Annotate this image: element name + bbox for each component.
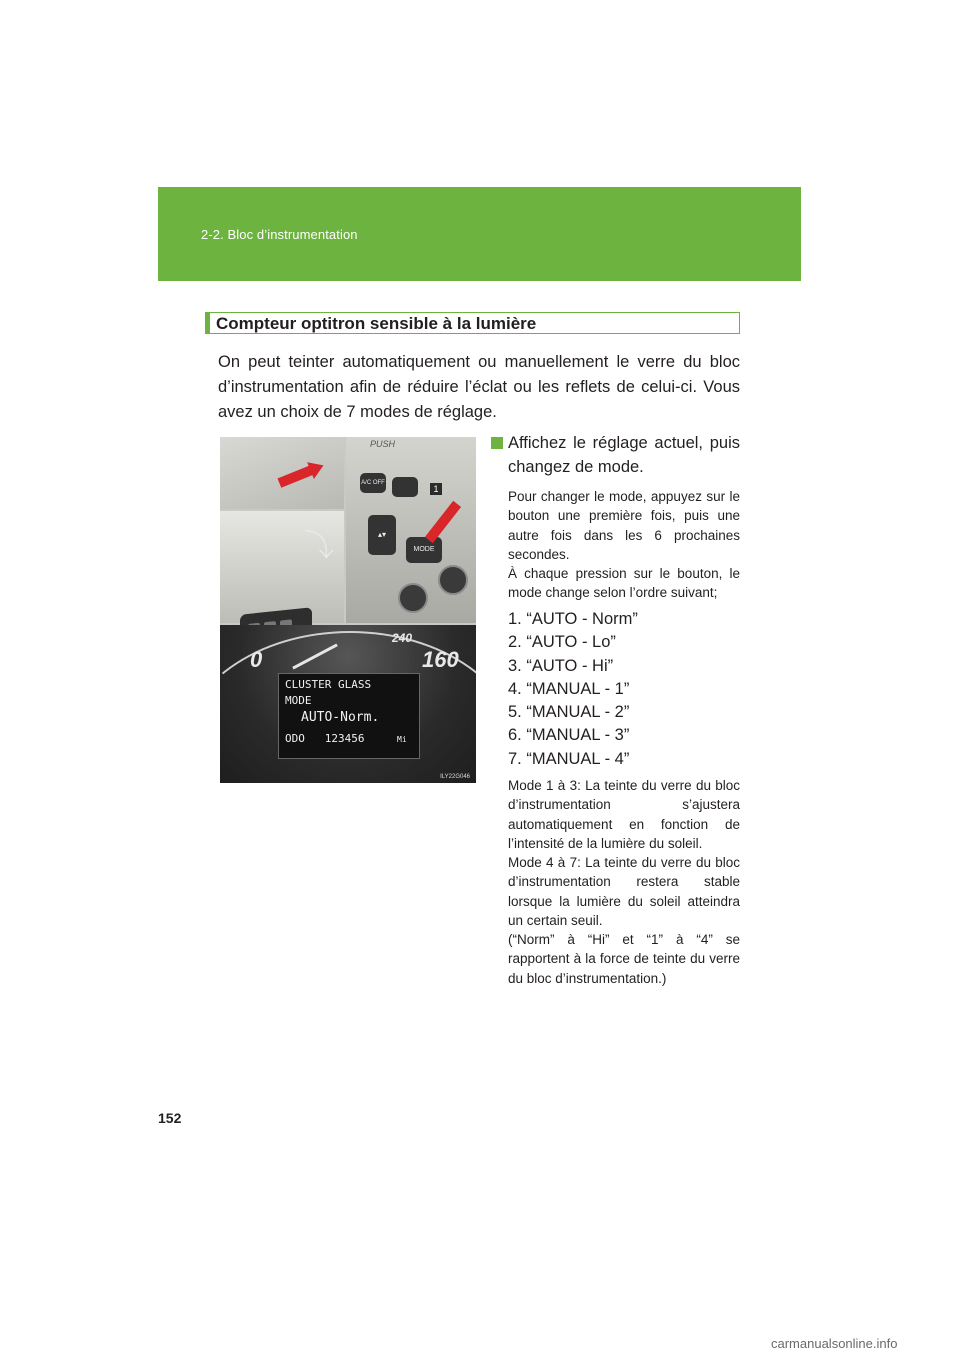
- page-number: 152: [158, 1110, 182, 1126]
- step-note-3: Mode 1 à 3: La teinte du verre du bloc d’instrumentation s’ajustera automatiquement en fonction de l’intensité de la lumière du soleil.: [508, 778, 740, 851]
- mode-list-item: 6. “MANUAL - 3”: [508, 726, 630, 745]
- reset-button-illustration: [438, 565, 468, 595]
- lcd-display: [278, 673, 420, 759]
- panel-control-unit: [220, 511, 344, 623]
- lcd-line-1: CLUSTER GLASS: [285, 678, 372, 691]
- panel-switch-location: [220, 437, 344, 509]
- section-title-accent: [205, 312, 210, 334]
- curved-arrow-icon: ⤵: [304, 529, 334, 564]
- step-note-4: Mode 4 à 7: La teinte du verre du bloc d’instrumentation restera stable lorsque la lumière du soleil atteindra un certain seuil.: [508, 855, 740, 928]
- intro-paragraph: On peut teinter automatiquement ou manuellement le verre du bloc d’instrumentation afin de réduire l’éclat ou les reflets de celui-ci. Vous avez un choix de 7 modes de réglage.: [218, 353, 740, 421]
- red-arrow-icon: [425, 501, 461, 543]
- max-button-illustration: [392, 477, 418, 497]
- header-bar: [158, 187, 801, 281]
- figure-code: ILY22G046: [440, 774, 470, 780]
- instrument-figure: [220, 437, 476, 783]
- mode-list-item: 3. “AUTO - Hi”: [508, 656, 614, 675]
- temp-button-illustration: ▴▾: [368, 515, 396, 555]
- panel-mode-button: [346, 437, 476, 623]
- lcd-line-4: ODO 123456: [285, 732, 365, 745]
- mode-list-item: 7. “MANUAL - 4”: [508, 749, 630, 768]
- step-note-1: Pour changer le mode, appuyez sur le bouton une première fois, puis une autre fois dans les 6 prochaines secondes.: [508, 489, 740, 562]
- step-note-5: (“Norm” à “Hi” et “1” à “4” se rapportent à la force de teinte du verre du bloc d’instrumentation.): [508, 932, 740, 986]
- gauge-label-160: 160: [422, 647, 459, 672]
- gauge-label-240: 240: [392, 631, 413, 645]
- callout-badge: 1: [430, 483, 442, 495]
- lcd-line-2: MODE: [285, 694, 312, 707]
- mode-list-item: 5. “MANUAL - 2”: [508, 703, 630, 722]
- section-breadcrumb: 2-2. Bloc d’instrumentation: [201, 227, 358, 242]
- step-note-2: À chaque pression sur le bouton, le mode change selon l’ordre suivant;: [508, 566, 740, 601]
- mode-list-item: 4. “MANUAL - 1”: [508, 679, 630, 698]
- mode-button-illustration: MODE: [406, 537, 442, 563]
- step-title: Affichez le réglage actuel, puis changez de mode.: [508, 434, 740, 476]
- mode-list: [508, 608, 638, 771]
- odo-trip-button-illustration: [398, 583, 428, 613]
- ac-off-button-illustration: A/C OFF: [360, 473, 386, 493]
- section-title: Compteur optitron sensible à la lumière: [216, 314, 537, 333]
- push-label: PUSH: [370, 439, 396, 449]
- mode-list-item: 2. “AUTO - Lo”: [508, 633, 616, 652]
- watermark: carmanualsonline.info: [771, 1336, 898, 1351]
- section-title-box: [205, 312, 740, 334]
- step-1-badge: [491, 437, 503, 449]
- gauge-label-0: 0: [250, 647, 263, 672]
- mode-list-item: 1. “AUTO - Norm”: [508, 610, 638, 628]
- lcd-line-3: AUTO-Norm.: [301, 710, 380, 725]
- lcd-unit: Mi: [397, 735, 407, 744]
